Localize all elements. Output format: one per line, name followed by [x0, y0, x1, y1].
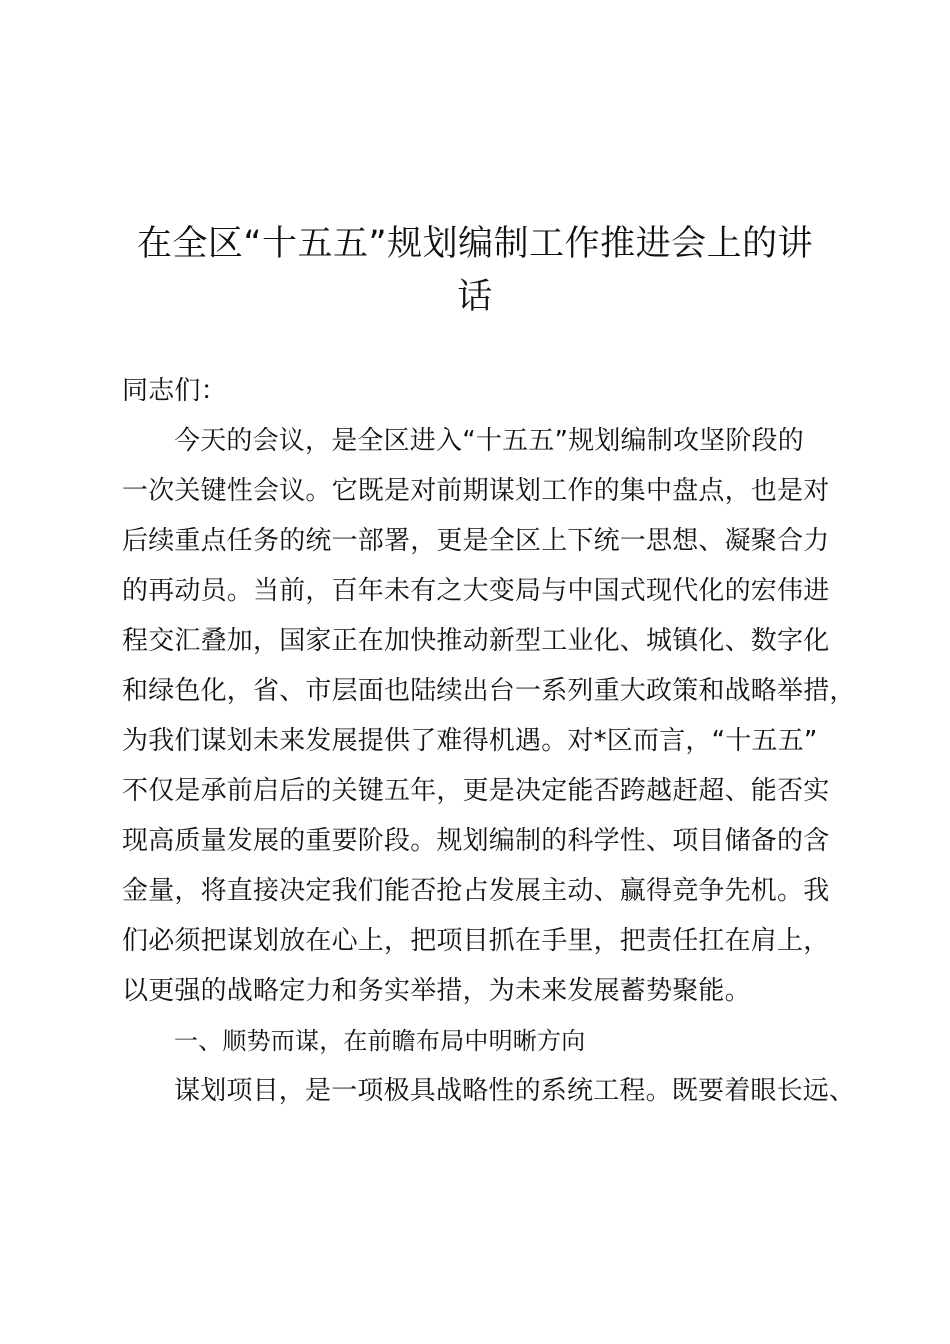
paragraph-line: 金量，将直接决定我们能否抢占发展主动、赢得竞争先机。我	[122, 876, 830, 906]
salutation: 同志们：	[122, 376, 227, 406]
paragraph-line: 们必须把谋划放在心上，把项目抓在手里，把责任扛在肩上，	[122, 926, 830, 956]
title-line-2: 话	[457, 277, 493, 317]
paragraph-line: 今天的会议，是全区进入“十五五”规划编制攻坚阶段的	[174, 426, 804, 456]
section-heading: 一、顺势而谋，在前瞻布局中明晰方向	[174, 1027, 586, 1055]
paragraph-line: 一次关键性会议。它既是对前期谋划工作的集中盘点，也是对	[122, 476, 830, 506]
paragraph-line: 谋划项目，是一项极具战略性的系统工程。既要着眼长远、	[174, 1076, 856, 1106]
title-line-1: 在全区“十五五”规划编制工作推进会上的讲	[136, 224, 814, 264]
paragraph-line: 程交汇叠加，国家正在加快推动新型工业化、城镇化、数字化	[122, 626, 830, 656]
paragraph-line: 和绿色化，省、市层面也陆续出台一系列重大政策和战略举措，	[122, 676, 856, 706]
paragraph-line: 不仅是承前启后的关键五年，更是决定能否跨越赶超、能否实	[122, 776, 830, 806]
paragraph-line: 以更强的战略定力和务实举措，为未来发展蓄势聚能。	[122, 976, 751, 1006]
document-title	[110, 218, 840, 324]
paragraph-line: 为我们谋划未来发展提供了难得机遇。对*区而言，“十五五”	[122, 726, 818, 756]
paragraph-line: 后续重点任务的统一部署，更是全区上下统一思想、凝聚合力	[122, 526, 830, 556]
paragraph-line: 现高质量发展的重要阶段。规划编制的科学性、项目储备的含	[122, 826, 830, 856]
paragraph-line: 的再动员。当前，百年未有之大变局与中国式现代化的宏伟进	[122, 576, 830, 606]
